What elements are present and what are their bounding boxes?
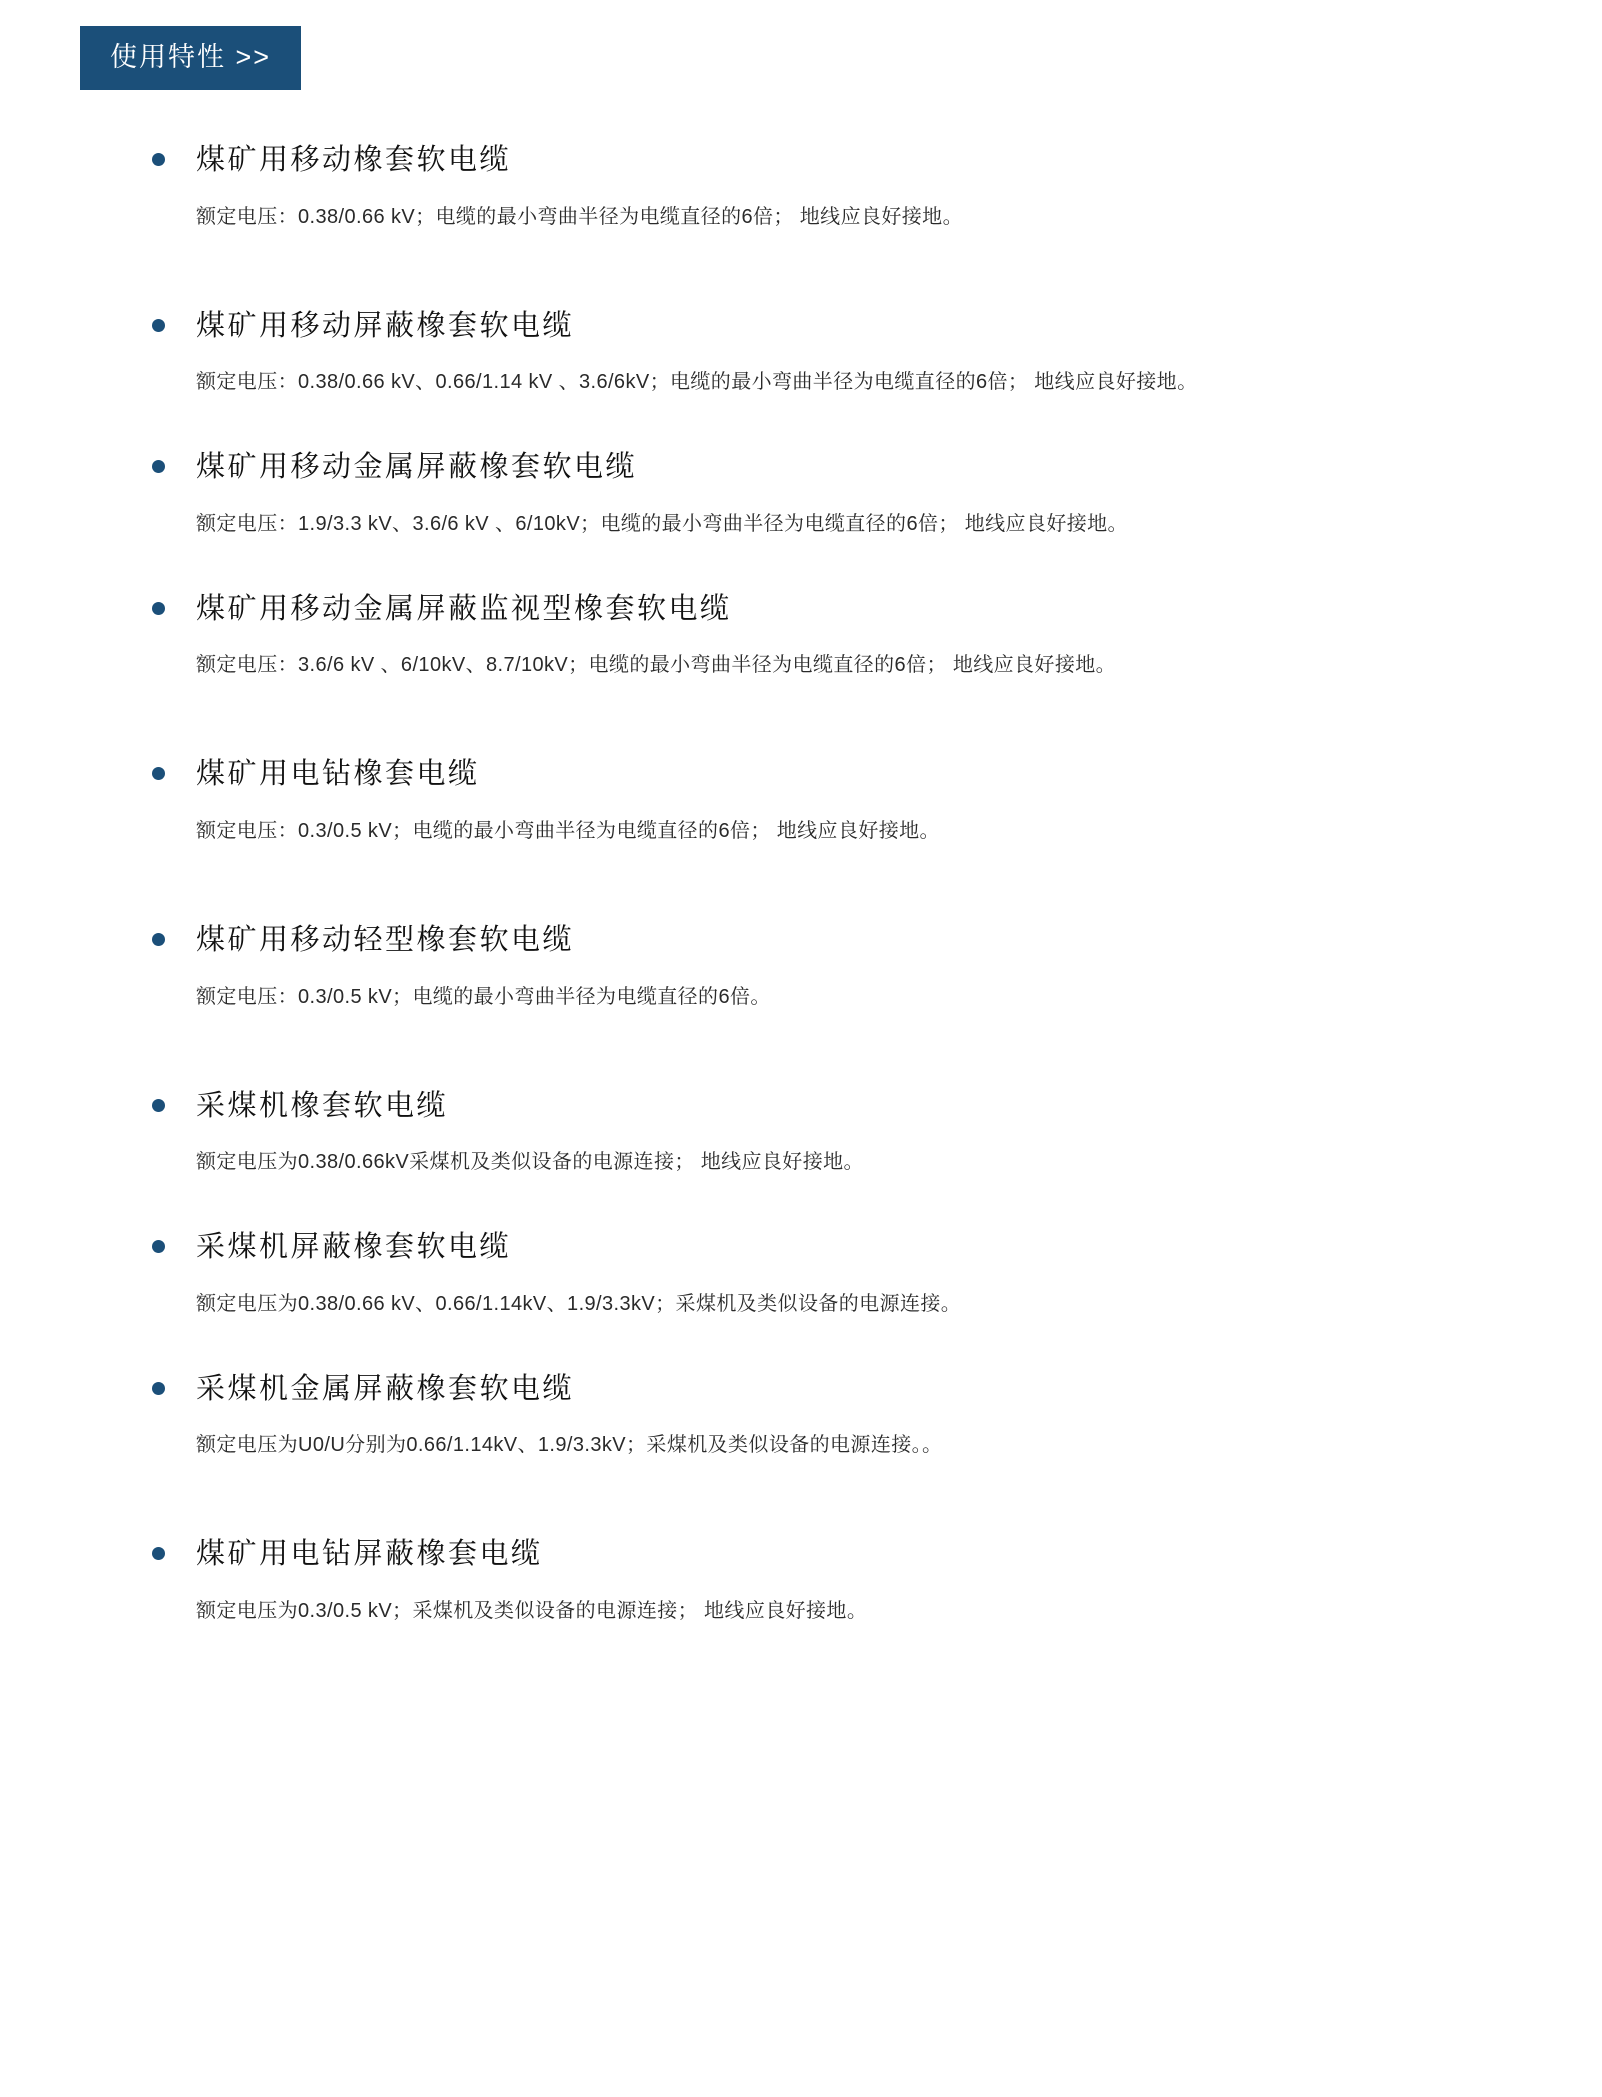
list-item-title: 煤矿用移动金属屏蔽橡套软电缆 [196,451,638,484]
list-item [0,1086,1602,1182]
list-item-title-row [196,920,1482,961]
list-item-title: 采煤机金属屏蔽橡套软电缆 [196,1372,575,1405]
list-item-title: 煤矿用移动金属屏蔽监视型橡套软电缆 [196,592,732,625]
list-item-description: 额定电压为0.38/0.66 kV、0.66/1.14kV、1.9/3.3kV；采煤机及类似设备的电源连接。 [196,1292,962,1315]
feature-list [0,140,1602,1666]
bullet-icon [152,602,165,615]
list-item [0,447,1602,543]
list-item-title-row [196,589,1482,630]
bullet-icon [152,460,165,473]
list-item-title-row [196,1086,1482,1127]
bullet-icon [152,767,165,780]
list-item [0,140,1602,236]
bullet-icon [152,1382,165,1395]
bullet-icon [152,933,165,946]
list-item-title-row [196,754,1482,795]
list-item-description: 额定电压为U0/U分别为0.66/1.14kV、1.9/3.3kV；采煤机及类似设备的电源连接。。 [196,1434,943,1457]
list-item [0,754,1602,850]
list-item-title-row [196,1227,1482,1268]
list-item [0,1534,1602,1630]
list-item-title-row [196,447,1482,488]
list-item-description: 额定电压：0.3/0.5 kV；电缆的最小弯曲半径为电缆直径的6倍。 [196,985,771,1008]
list-item-title: 煤矿用移动屏蔽橡套软电缆 [196,309,575,342]
list-item-title: 煤矿用电钻橡套电缆 [196,758,480,791]
list-item [0,920,1602,1016]
section-tag-usage-characteristics: 使用特性 >> [80,26,301,90]
list-item-title: 煤矿用移动橡套软电缆 [196,144,512,176]
bullet-icon [152,1099,165,1112]
list-item-title: 煤矿用电钻屏蔽橡套电缆 [196,1538,543,1571]
list-item-description: 额定电压：3.6/6 kV 、6/10kV、8.7/10kV；电缆的最小弯曲半径为电缆直径的6倍； 地线应良好接地。 [196,654,1117,677]
list-item-title-row [196,140,1482,181]
list-item-title: 采煤机屏蔽橡套软电缆 [196,1231,512,1264]
list-item-title-row [196,306,1482,347]
bullet-icon [152,153,165,166]
list-item-title: 煤矿用移动轻型橡套软电缆 [196,923,575,956]
list-item-description: 额定电压：1.9/3.3 kV、3.6/6 kV 、6/10kV；电缆的最小弯曲半径为电缆直径的6倍； 地线应良好接地。 [196,512,1128,535]
list-item [0,1227,1602,1323]
list-item-title: 采煤机橡套软电缆 [196,1089,449,1122]
list-item-description: 额定电压为0.38/0.66kV采煤机及类似设备的电源连接； 地线应良好接地。 [196,1151,864,1174]
list-item-description: 额定电压为0.3/0.5 kV；采煤机及类似设备的电源连接； 地线应良好接地。 [196,1599,868,1622]
list-item [0,306,1602,402]
list-item-description: 额定电压：0.38/0.66 kV；电缆的最小弯曲半径为电缆直径的6倍； 地线应良好接地。 [196,205,963,228]
list-item [0,589,1602,685]
bullet-icon [152,1240,165,1253]
list-item-description: 额定电压：0.38/0.66 kV、0.66/1.14 kV 、3.6/6kV；电缆的最小弯曲半径为电缆直径的6倍； 地线应良好接地。 [196,371,1198,394]
list-item [0,1369,1602,1465]
list-item-description: 额定电压：0.3/0.5 kV；电缆的最小弯曲半径为电缆直径的6倍； 地线应良好接地。 [196,819,940,842]
bullet-icon [152,319,165,332]
bullet-icon [152,1547,165,1560]
list-item-title-row [196,1369,1482,1410]
list-item-title-row [196,1534,1482,1575]
